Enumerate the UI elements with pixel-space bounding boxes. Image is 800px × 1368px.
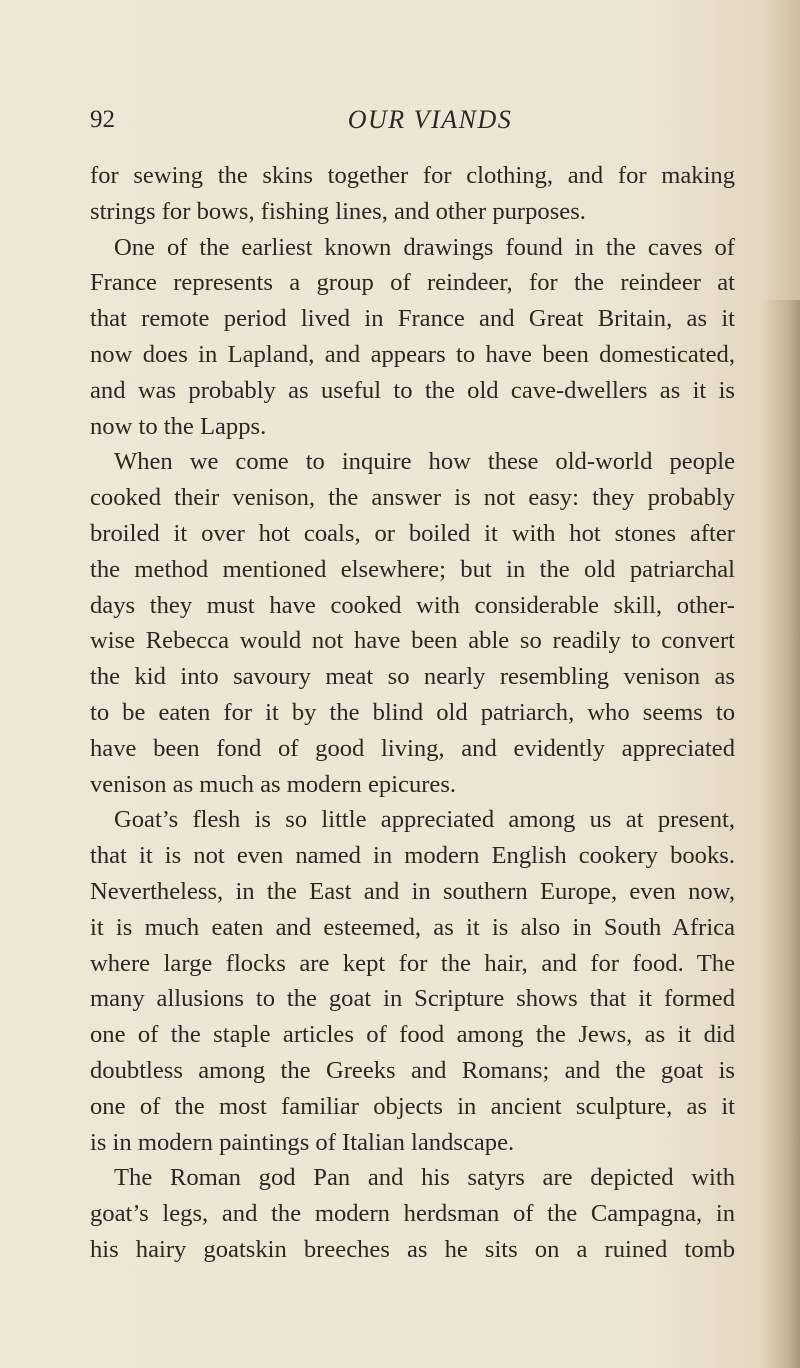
text-line: now to the Lapps. (90, 412, 267, 440)
text-line: one of the staple articles of food among the Jews, as it did (90, 1021, 735, 1049)
text-line: one of the most familiar objects in ancient sculpture, as it (90, 1092, 735, 1120)
text-line: One of the earliest known drawings found in the caves of (114, 233, 735, 261)
text-line: strings for bows, fishing lines, and other purposes. (90, 197, 586, 225)
text-line: When we come to inquire how these old-world people (114, 448, 735, 476)
text-line: for sewing the skins together for clothing, and for making (90, 162, 735, 189)
text-line: broiled it over hot coals, or boiled it with hot stones after (90, 519, 735, 547)
page-edge-stain (760, 300, 800, 1368)
text-line: days they must have cooked with considerable skill, other- (90, 591, 735, 619)
text-line: doubtless among the Greeks and Romans; and the goat is (90, 1056, 735, 1084)
text-line: that it is not even named in modern English cookery books. (90, 842, 735, 870)
text-line: is in modern paintings of Italian landscape. (90, 1128, 515, 1156)
running-title: OUR VIANDS (347, 105, 513, 134)
text-line: and was probably as useful to the old cave-dwellers as it is (90, 376, 735, 404)
text-line: the method mentioned elsewhere; but in the old patriarchal (90, 555, 735, 583)
text-line: goat’s legs, and the modern herdsman of the Campagna, in (90, 1200, 735, 1228)
text-line: Goat’s flesh is so little appreciated among us at present, (114, 806, 735, 834)
text-line: many allusions to the goat in Scripture shows that it formed (90, 985, 735, 1013)
body-text (90, 158, 735, 1268)
text-line: venison as much as modern epicures. (90, 770, 457, 798)
text-line: The Roman god Pan and his satyrs are depicted with (114, 1164, 735, 1192)
text-line: the kid into savoury meat so nearly resembling venison as (90, 663, 735, 691)
text-line: it is much eaten and esteemed, as it is also in South Africa (90, 913, 735, 941)
text-line: France represents a group of reindeer, for the reindeer at (90, 269, 735, 297)
page-number: 92 (90, 106, 115, 133)
text-line: have been fond of good living, and evidently appreciated (90, 734, 735, 762)
text-line: Nevertheless, in the East and in southern Europe, even now, (90, 877, 735, 905)
text-line: to be eaten for it by the blind old patriarch, who seems to (90, 698, 735, 726)
text-line: wise Rebecca would not have been able so readily to convert (90, 627, 735, 655)
text-line: cooked their venison, the answer is not easy: they probably (90, 484, 735, 512)
text-line: where large flocks are kept for the hair, and for food. The (90, 949, 735, 977)
text-line: that remote period lived in France and Great Britain, as it (90, 305, 735, 333)
running-head (90, 103, 730, 137)
text-line: now does in Lapland, and appears to have been domesticated, (90, 340, 735, 368)
text-line: his hairy goatskin breeches as he sits on a ruined tomb (90, 1235, 735, 1263)
